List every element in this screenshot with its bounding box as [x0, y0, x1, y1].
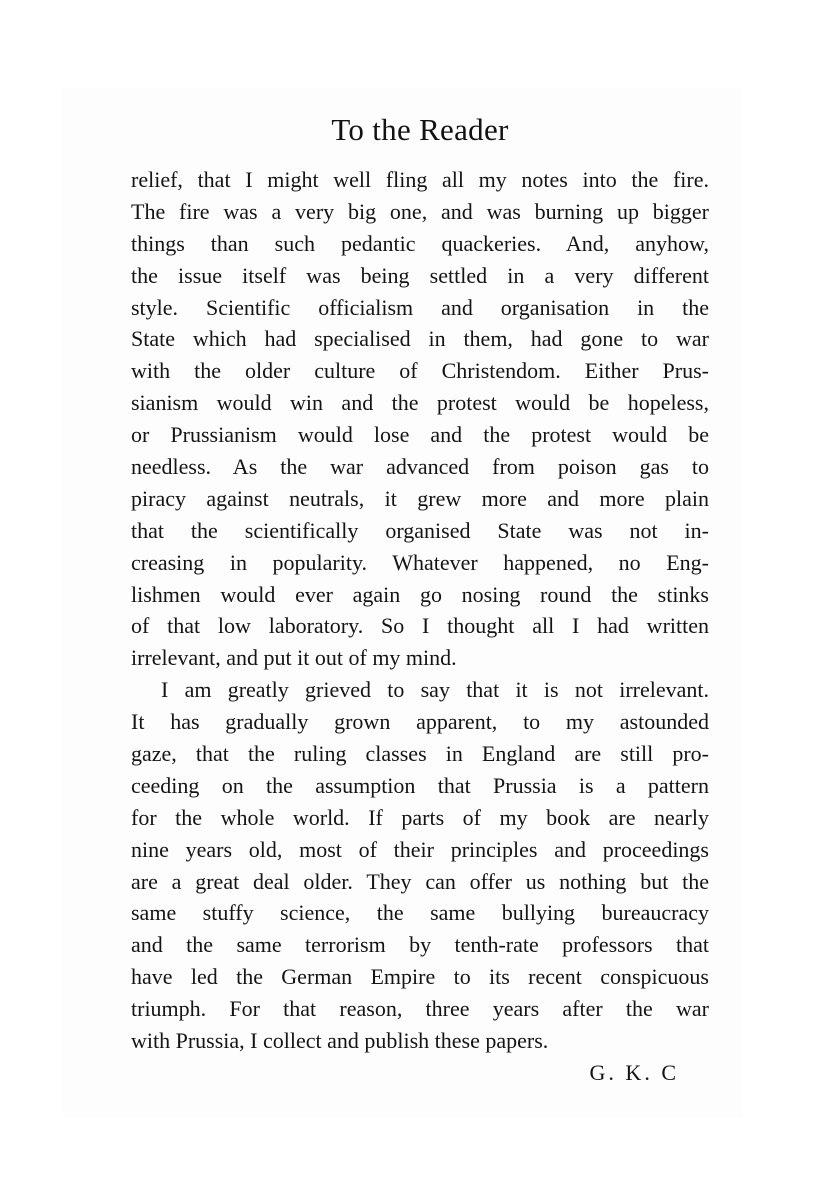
- text-line: and the same terrorism by tenth-rate professors that: [131, 932, 709, 958]
- text-line: that the scientifically organised State was not in-: [131, 517, 709, 543]
- text-line: The fire was a very big one, and was burning up bigger: [131, 198, 709, 224]
- text-line: or Prussianism would lose and the protest would be: [131, 422, 709, 448]
- text-line: style. Scientific officialism and organisation in the: [131, 294, 709, 320]
- text-line: sianism would win and the protest would be hopeless,: [131, 390, 709, 416]
- text-line: for the whole world. If parts of my book are nearly: [131, 804, 709, 830]
- text-line: lishmen would ever again go nosing round the stinks: [131, 581, 709, 607]
- text-line: relief, that I might well fling all my notes into the fire.: [131, 167, 709, 192]
- text-line: the issue itself was being settled in a very different: [131, 262, 709, 288]
- text-line: with Prussia, I collect and publish these papers.: [131, 1028, 549, 1054]
- text-line: needless. As the war advanced from poison gas to: [131, 454, 709, 480]
- paragraph-2: [131, 674, 709, 1057]
- text-line: It has gradually grown apparent, to my astounded: [131, 709, 709, 735]
- author-signature: G. K. C: [589, 1059, 679, 1085]
- text-line: State which had specialised in them, had gone to war: [131, 326, 709, 352]
- text-line: of that low laboratory. So I thought all I had written: [131, 613, 709, 639]
- paragraph-1: [131, 164, 709, 674]
- text-line: triumph. For that reason, three years after the war: [131, 996, 709, 1022]
- text-line: nine years old, most of their principles and proceedings: [131, 836, 709, 862]
- text-line: same stuffy science, the same bullying bureaucracy: [131, 900, 709, 926]
- text-line: with the older culture of Christendom. Either Prus-: [131, 358, 709, 384]
- text-line: irrelevant, and put it out of my mind.: [131, 645, 457, 671]
- body-text: [131, 164, 709, 1089]
- text-line: things than such pedantic quackeries. And, anyhow,: [131, 230, 709, 256]
- text-line: have led the German Empire to its recent conspicuous: [131, 964, 709, 990]
- text-line: creasing in popularity. Whatever happened, no Eng-: [131, 549, 709, 575]
- text-line: piracy against neutrals, it grew more and more plain: [131, 485, 709, 511]
- text-line: are a great deal older. They can offer us nothing but the: [131, 868, 709, 894]
- running-head: To the Reader: [331, 112, 509, 147]
- text-line: gaze, that the ruling classes in England are still pro-: [131, 741, 709, 767]
- text-line: ceeding on the assumption that Prussia is a pattern: [131, 772, 709, 798]
- text-line: I am greatly grieved to say that it is not irrelevant.: [161, 677, 709, 703]
